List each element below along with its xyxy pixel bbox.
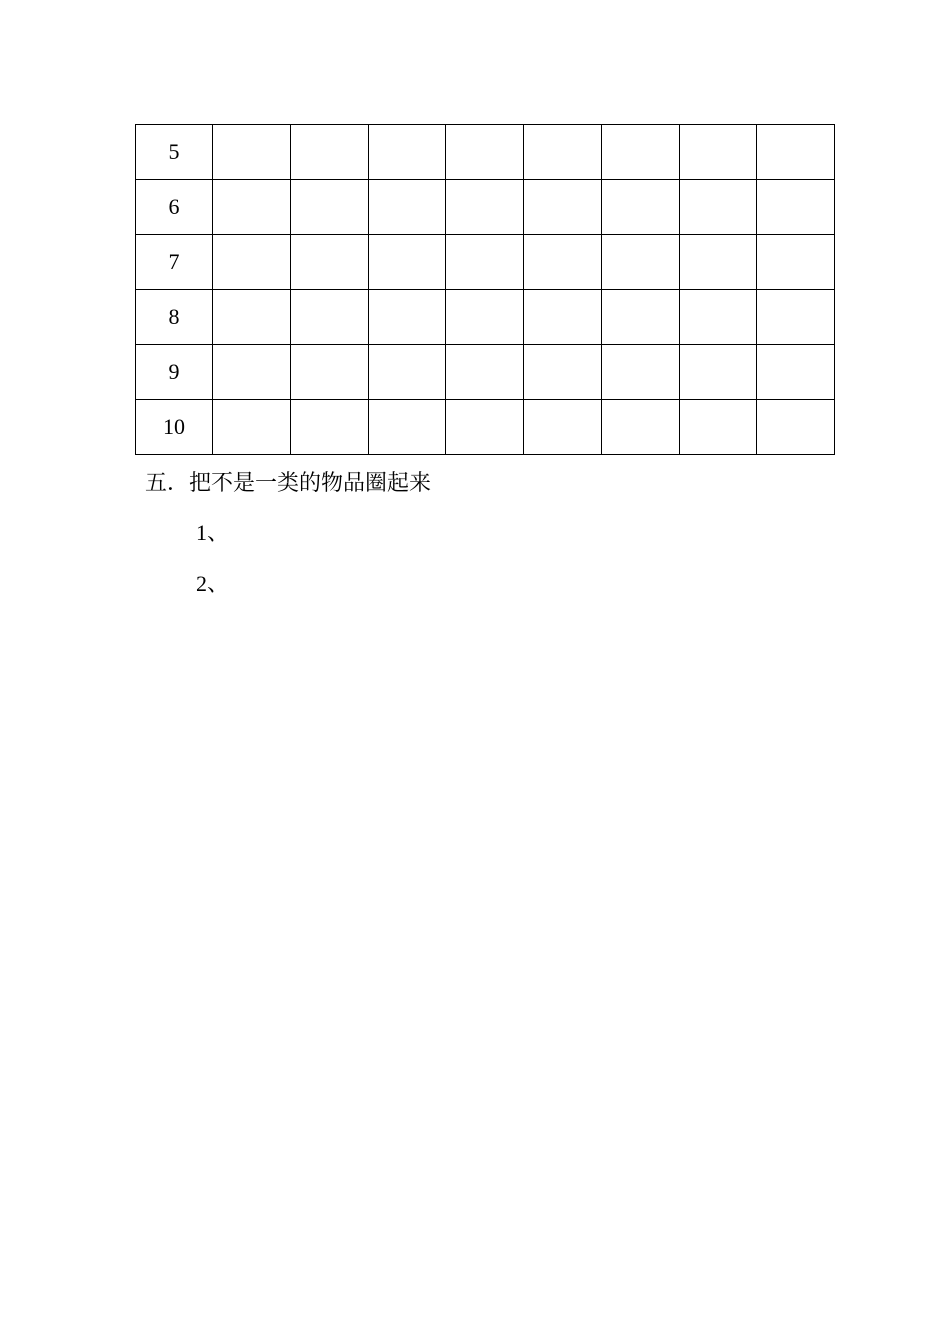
grid-cell [290, 180, 368, 235]
grid-cell [446, 235, 524, 290]
grid-cell [290, 400, 368, 455]
grid-row [136, 235, 835, 290]
row-number-label: 8 [136, 290, 213, 345]
grid-cell [446, 400, 524, 455]
grid-cell [290, 290, 368, 345]
grid-cell [757, 290, 835, 345]
grid-row [136, 290, 835, 345]
grid-row [136, 345, 835, 400]
section-five-heading: 五．把不是一类的物品圈起来 [145, 470, 432, 495]
grid-row [136, 180, 835, 235]
grid-cell [446, 125, 524, 180]
grid-cell [368, 235, 446, 290]
counting-grid-table [135, 124, 835, 455]
grid-cell [524, 180, 602, 235]
grid-cell [601, 125, 679, 180]
grid-cell [446, 180, 524, 235]
grid-cell [524, 345, 602, 400]
grid-cell [368, 345, 446, 400]
grid-row [136, 400, 835, 455]
grid-cell [213, 125, 291, 180]
grid-cell [601, 400, 679, 455]
grid-cell [524, 235, 602, 290]
question-item-2: 2、 [196, 571, 230, 596]
grid-cell [368, 180, 446, 235]
grid-cell [446, 290, 524, 345]
grid-cell [601, 180, 679, 235]
row-number-label: 9 [136, 345, 213, 400]
grid-cell [213, 345, 291, 400]
grid-cell [290, 235, 368, 290]
grid-cell [679, 180, 757, 235]
grid-body [136, 125, 835, 455]
grid-cell [601, 345, 679, 400]
grid-cell [679, 345, 757, 400]
question-item-1: 1、 [196, 520, 230, 545]
grid-cell [679, 235, 757, 290]
grid-cell [368, 125, 446, 180]
row-number-label: 10 [136, 400, 213, 455]
grid-cell [213, 180, 291, 235]
grid-cell [679, 290, 757, 345]
grid-cell [446, 345, 524, 400]
grid-cell [757, 180, 835, 235]
grid-cell [601, 235, 679, 290]
grid-cell [213, 400, 291, 455]
row-number-label: 6 [136, 180, 213, 235]
grid-cell [679, 125, 757, 180]
row-number-label: 5 [136, 125, 213, 180]
grid-cell [757, 125, 835, 180]
grid-cell [524, 125, 602, 180]
grid-cell [679, 400, 757, 455]
grid-cell [757, 345, 835, 400]
grid-cell [368, 290, 446, 345]
grid-cell [213, 235, 291, 290]
grid-cell [524, 290, 602, 345]
grid-cell [601, 290, 679, 345]
grid-cell [290, 125, 368, 180]
row-number-label: 7 [136, 235, 213, 290]
grid-cell [757, 235, 835, 290]
grid-cell [368, 400, 446, 455]
grid-cell [757, 400, 835, 455]
grid-cell [290, 345, 368, 400]
grid-cell [213, 290, 291, 345]
grid-cell [524, 400, 602, 455]
grid-row [136, 125, 835, 180]
